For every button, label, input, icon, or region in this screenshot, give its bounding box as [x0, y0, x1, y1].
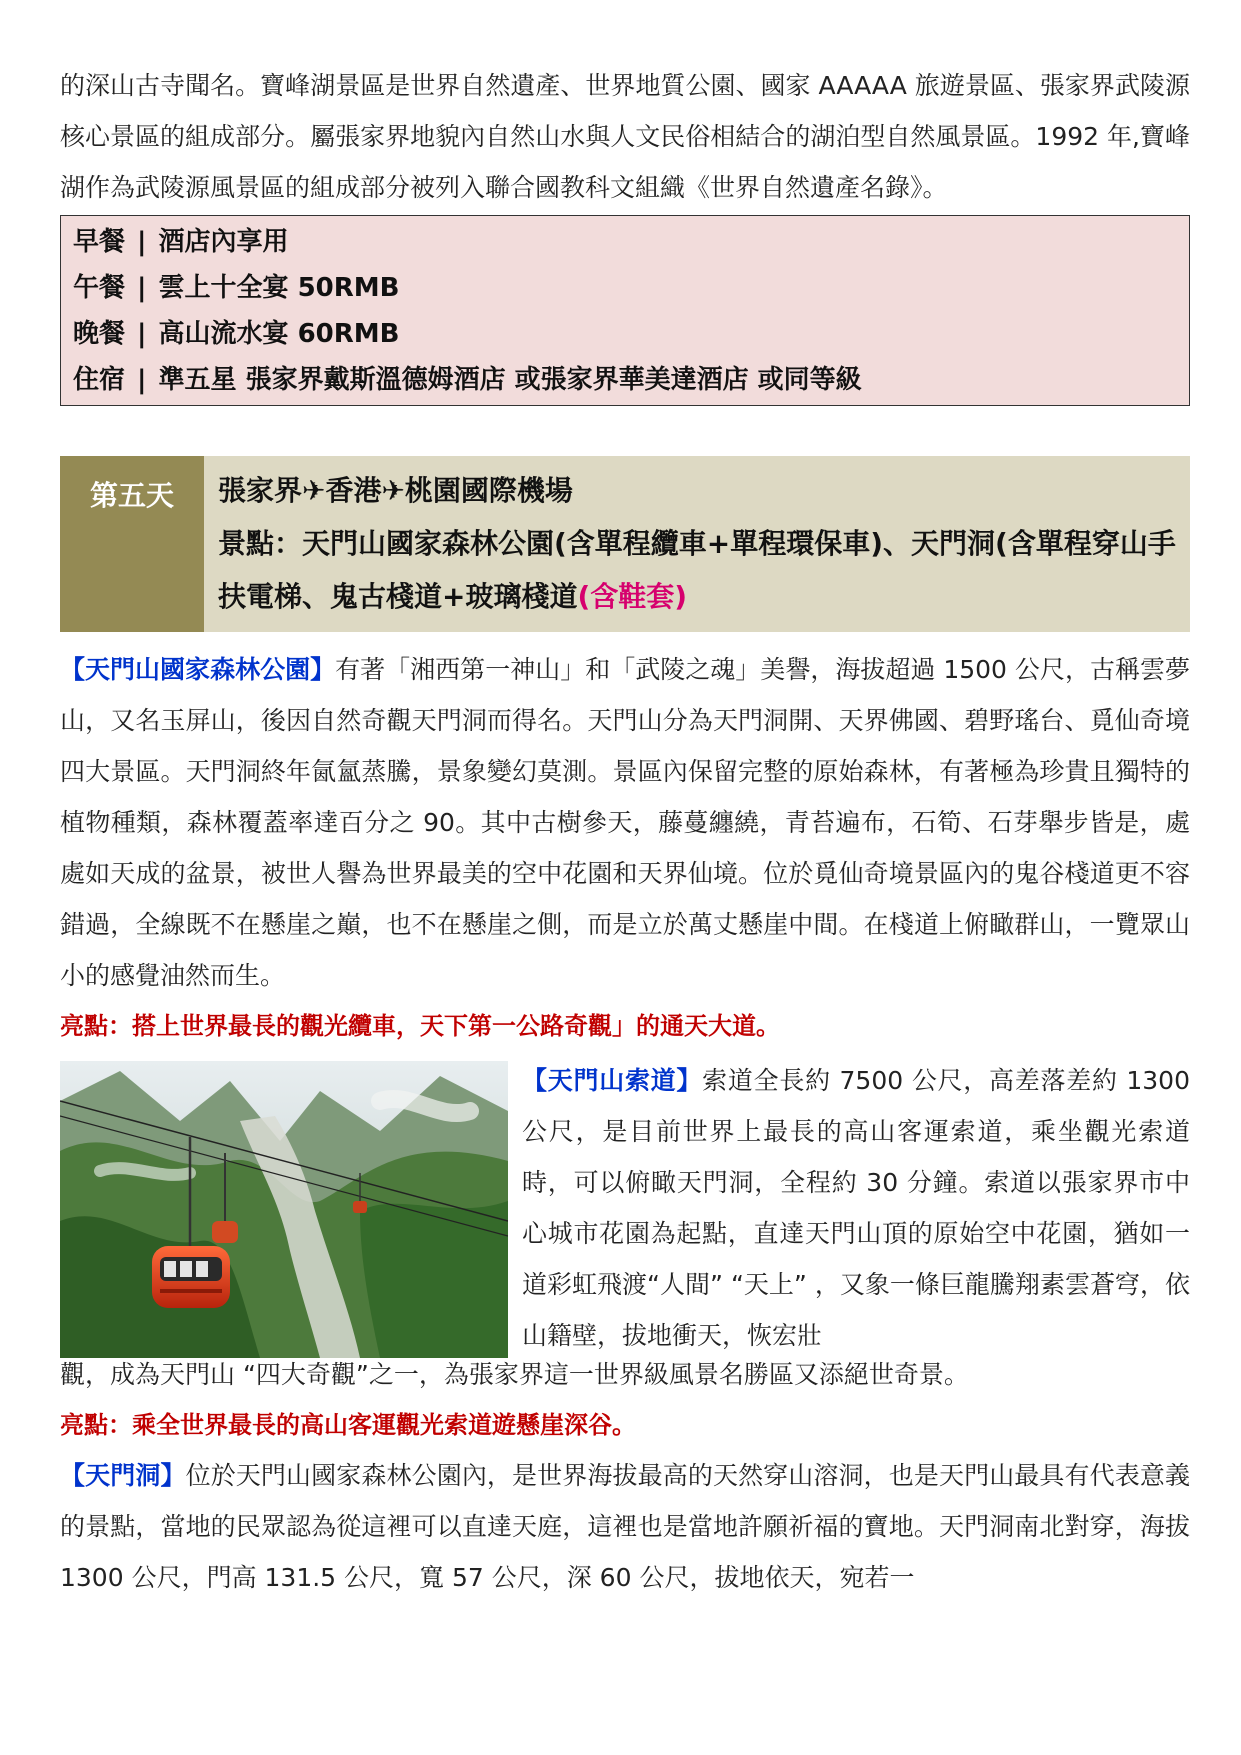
cave-body: 位於天門山國家森林公園內，是世界海拔最高的天然穿山溶洞，也是天門山最具有代表意義的景點，當地的民眾認為從這裡可以直達天庭，這裡也是當地許願祈福的寶地。天門洞南北對穿，海拔 1300 公尺，門高 131.5 公尺，寬 57 公尺，深 60 公尺，拔地依天，宛若一: [60, 1461, 1190, 1592]
park-paragraph: [60, 644, 1190, 1001]
intro-paragraph: 的深山古寺聞名。寶峰湖景區是世界自然遺產、世界地質公園、國家 AAAAA 旅遊景區、張家界武陵源核心景區的組成部分。屬張家界地貌內自然山水與人文民俗相結合的湖泊型自然風景區。1992 年,寶峰湖作為武陵源風景區的組成部分被列入聯合國教科文組織《世界自然遺產名錄》。: [60, 71, 1190, 202]
park-heading: 【天門山國家森林公園】: [60, 655, 336, 684]
day-spots: [218, 517, 1178, 623]
highlight-cable-car: 亮點：搭上世界最長的觀光纜車，天下第一公路奇觀」的通天大道。: [60, 1012, 780, 1040]
meal-row-lodging: [73, 357, 1177, 403]
meal-label: 住宿: [73, 365, 126, 395]
meal-value: 酒店內享用: [158, 227, 289, 257]
cableway-continuation: 觀，成為天門山 “四大奇觀”之一，為張家界這一世界級風景名勝區又添絕世奇景。: [60, 1360, 969, 1389]
cableway-body: 索道全長約 7500 公尺，高差落差約 1300 公尺，是目前世界上最長的高山客運索道，乘坐觀光索道時，可以俯瞰天門洞，全程約 30 分鐘。索道以張家界市中心城市花園為起點，直達天門山頂的原始空中花園，猶如一道彩虹飛渡“人間” “天上” ，又象一條巨龍騰翔素雲蒼穹，依山籍壁，拔地衝天，恢宏壯: [522, 1066, 1190, 1350]
cableway-text: [522, 1055, 1190, 1361]
meal-value: 準五星 張家界戴斯溫德姆酒店 或張家界華美達酒店 或同等級: [158, 365, 862, 395]
day-route: 張家界✈香港✈桃園國際機場: [218, 474, 573, 507]
day-header: [60, 456, 1190, 632]
cableway-heading: 【天門山索道】: [522, 1066, 703, 1095]
cable-car-photo: [60, 1061, 508, 1358]
meal-label: 晚餐: [73, 319, 126, 349]
cableway-section: [60, 1055, 1190, 1349]
meal-separator: |: [137, 273, 147, 303]
day-spots-note: (含鞋套): [577, 580, 688, 613]
day-label: 第五天: [60, 456, 204, 632]
meal-separator: |: [137, 319, 147, 349]
day-content: [204, 456, 1190, 632]
park-body: 有著「湘西第一神山」和「武陵之魂」美譽，海拔超過 1500 公尺，古稱雲夢山，又名玉屏山，後因自然奇觀天門洞而得名。天門山分為天門洞開、天界佛國、碧野瑤台、覓仙奇境四大景區。天門洞終年氤氳蒸騰，景象變幻莫測。景區內保留完整的原始森林，有著極為珍貴且獨特的植物種類，森林覆蓋率達百分之 90。其中古樹參天，藤蔓纏繞，青苔遍布，石筍、石芽舉步皆是，處處如天成的盆景，被世人譽為世界最美的空中花園和天界仙境。位於覓仙奇境景區內的鬼谷棧道更不容錯過，全線既不在懸崖之巔，也不在懸崖之側，而是立於萬丈懸崖中間。在棧道上俯瞰群山，一覽眾山小的感覺油然而生。: [60, 655, 1190, 990]
meal-row-breakfast: [73, 219, 1177, 265]
cave-heading: 【天門洞】: [60, 1461, 186, 1490]
meal-row-lunch: [73, 265, 1177, 311]
meal-info-box: [60, 215, 1190, 406]
meal-label: 午餐: [73, 273, 126, 303]
meal-separator: |: [137, 365, 147, 395]
cave-paragraph: [60, 1450, 1190, 1603]
document-page: [60, 60, 1190, 1603]
meal-label: 早餐: [73, 227, 126, 257]
meal-value: 雲上十全宴 50RMB: [158, 273, 400, 303]
day-spots-text: 景點：天門山國家森林公園(含單程纜車+單程環保車)、天門洞(含單程穿山手扶電梯、鬼古棧道+玻璃棧道: [218, 527, 1176, 613]
highlight-cableway: 亮點：乘全世界最長的高山客運觀光索道遊懸崖深谷。: [60, 1411, 636, 1439]
cableway-paragraph: [522, 1055, 1190, 1361]
meal-value: 高山流水宴 60RMB: [158, 319, 400, 349]
meal-row-dinner: [73, 311, 1177, 357]
meal-separator: |: [137, 227, 147, 257]
